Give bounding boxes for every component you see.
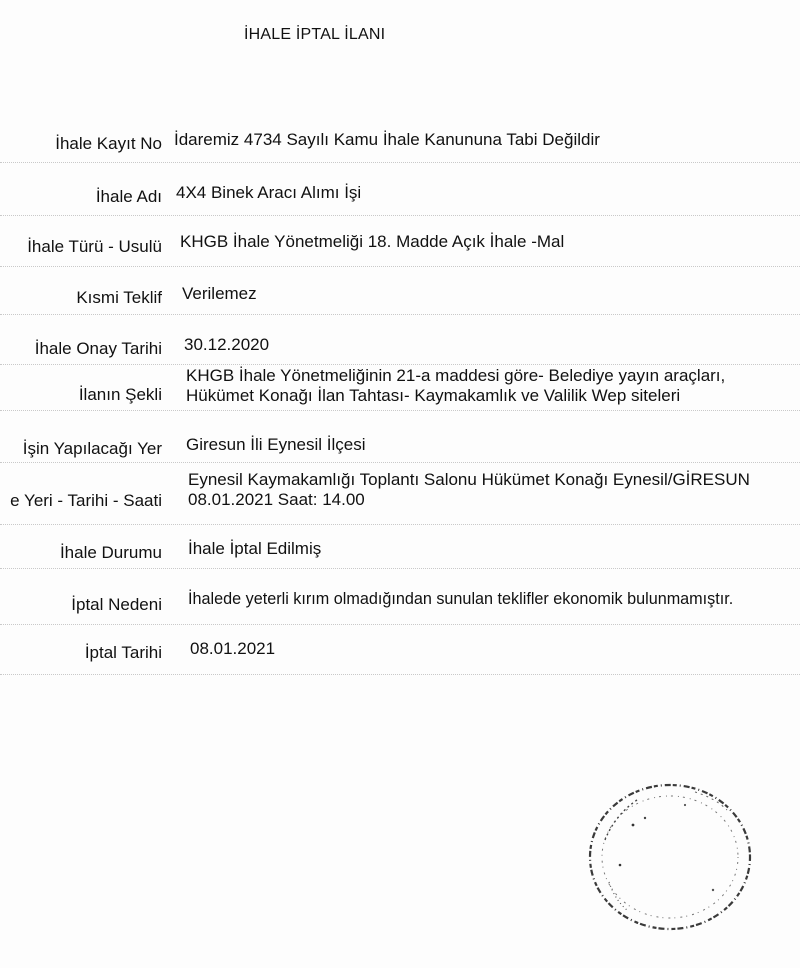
field-value-line: İhalede yeterli kırım olmadığından sunulan teklifler ekonomik bulunmamıştır.: [188, 590, 734, 608]
field-label-ihale-turu: İhale Türü - Usulü: [27, 237, 162, 256]
field-label-ihale-durumu: İhale Durumu: [59, 543, 162, 562]
field-value-ihale-durumu: [188, 539, 321, 559]
field-value-iptal-nedeni: [188, 589, 733, 609]
field-value-ihale-adi: [176, 183, 361, 203]
field-value-line: Hükümet Konağı İlan Tahtası- Kaymakamlık ve Valilik Wep siteleri: [186, 386, 681, 405]
field-value-line: 4X4 Binek Aracı Alımı İşi: [176, 183, 362, 202]
field-value-isin-yapilacagi-yer: [186, 435, 366, 455]
divider: [0, 568, 800, 569]
field-value-line: Eynesil Kaymakamlığı Toplantı Salonu Hükümet Konağı Eynesil/GİRESUN: [188, 470, 750, 489]
field-value-kismi-teklif: [182, 284, 257, 304]
field-value-line: 08.01.2021: [190, 639, 276, 658]
field-value-ilanin-sekli: [186, 366, 725, 406]
divider: [0, 674, 800, 675]
field-label-ihale-adi: İhale Adı: [95, 187, 162, 206]
divider: [0, 364, 800, 365]
divider: [0, 266, 800, 267]
divider: [0, 524, 800, 525]
field-label-iptal-nedeni: İptal Nedeni: [71, 595, 162, 614]
field-value-line: Verilemez: [182, 284, 257, 303]
field-value-ihale-yeri-tarihi-saati: [188, 470, 750, 510]
field-value-ihale-kayit-no: [174, 130, 600, 150]
field-value-line: KHGB İhale Yönetmeliği 18. Madde Açık İhale -Mal: [180, 232, 565, 251]
field-value-iptal-tarihi: [190, 639, 275, 659]
field-value-line: KHGB İhale Yönetmeliğinin 21-a maddesi göre- Belediye yayın araçları,: [186, 366, 726, 385]
official-seal-stamp: [575, 770, 765, 945]
field-value-line: 30.12.2020: [184, 335, 270, 354]
divider: [0, 215, 800, 216]
field-value-line: İdaremiz 4734 Sayılı Kamu İhale Kanununa Tabi Değildir: [174, 130, 600, 149]
document-title: İHALE İPTAL İLANI: [244, 26, 386, 43]
field-label-ihale-yeri-tarihi-saati: e Yeri - Tarihi - Saati: [10, 491, 162, 510]
field-label-iptal-tarihi: İptal Tarihi: [84, 643, 162, 662]
field-label-ihale-onay-tarihi: İhale Onay Tarihi: [34, 339, 162, 358]
divider: [0, 624, 800, 625]
divider: [0, 462, 800, 463]
field-value-line: 08.01.2021 Saat: 14.00: [188, 490, 365, 509]
field-value-ihale-onay-tarihi: [184, 335, 269, 355]
field-label-ilanin-sekli: İlanın Şekli: [78, 385, 162, 404]
divider: [0, 410, 800, 411]
field-value-ihale-turu: [180, 232, 564, 252]
divider: [0, 314, 800, 315]
field-value-line: İhale İptal Edilmiş: [188, 539, 322, 558]
field-label-isin-yapilacagi-yer: İşin Yapılacağı Yer: [22, 439, 162, 458]
field-label-ihale-kayit-no: İhale Kayıt No: [55, 134, 162, 153]
divider: [0, 162, 800, 163]
field-value-line: Giresun İli Eynesil İlçesi: [186, 435, 366, 454]
field-label-kismi-teklif: Kısmi Teklif: [76, 288, 162, 307]
